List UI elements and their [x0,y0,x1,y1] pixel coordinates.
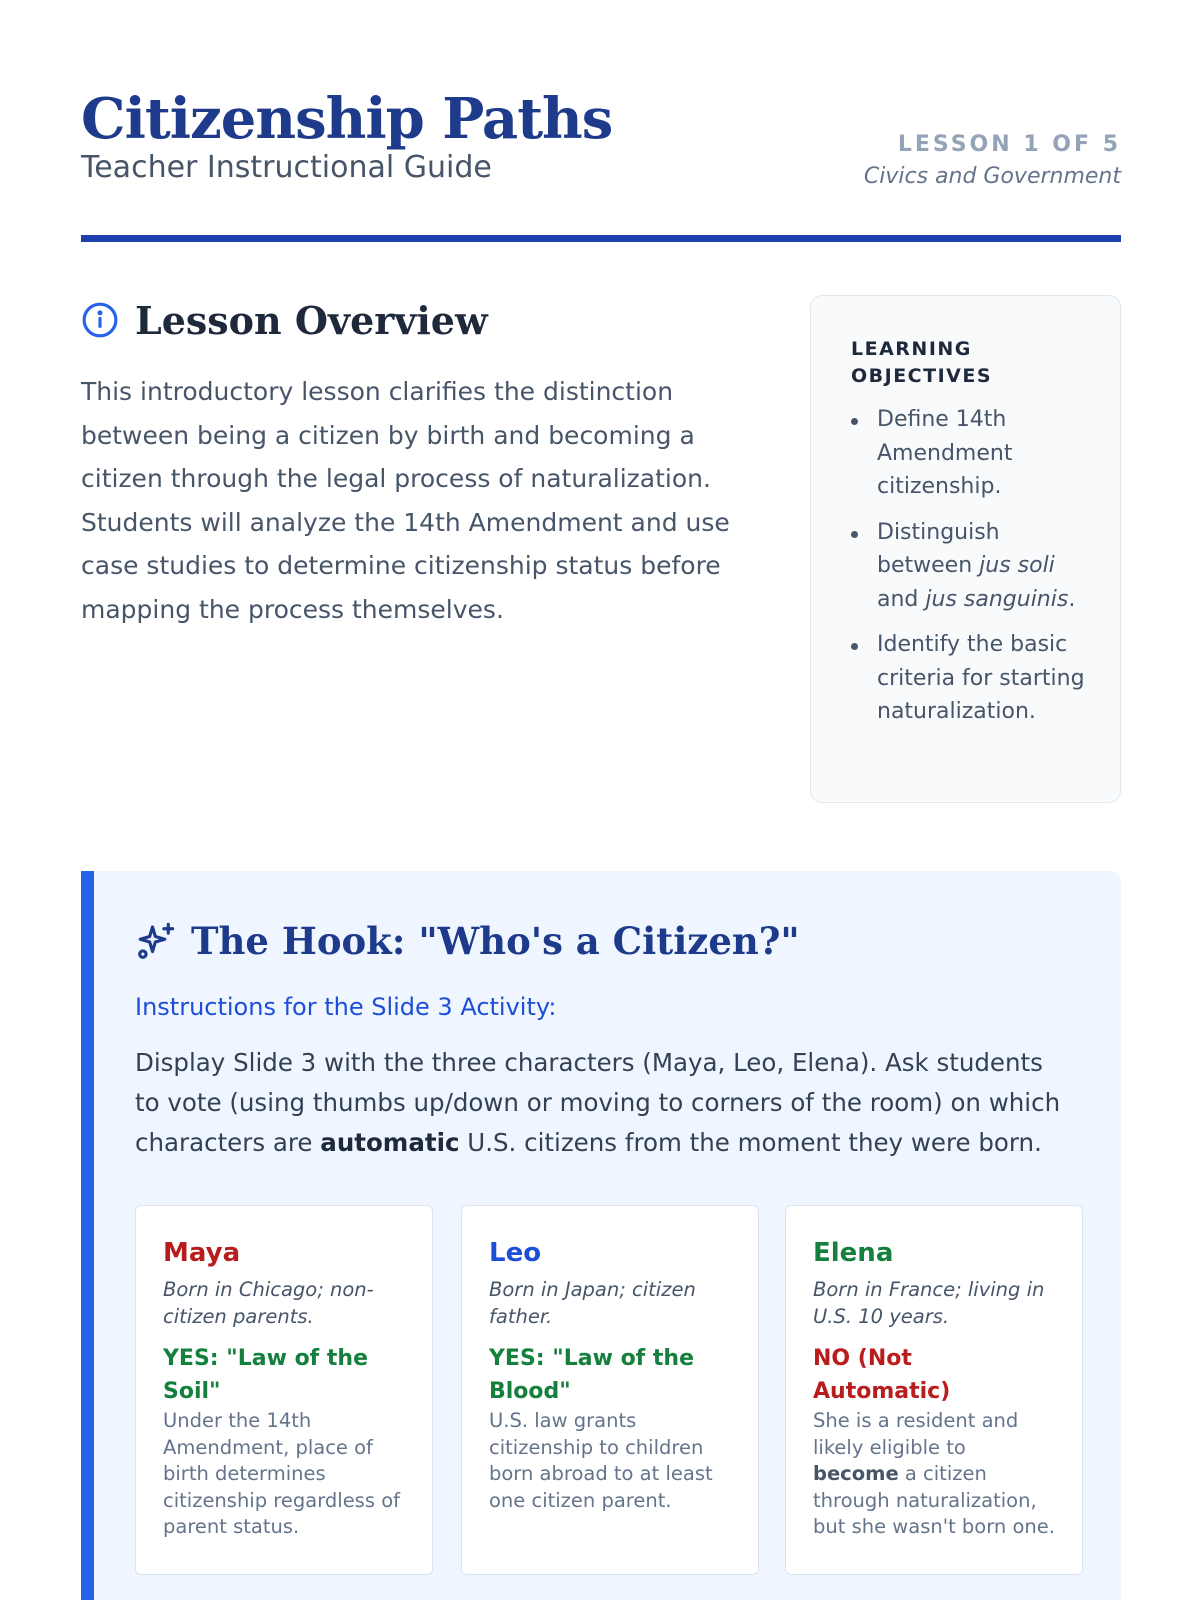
lesson-subject: Civics and Government [863,164,1121,189]
character-background: Born in Japan; citizen father. [489,1278,696,1328]
objective-text-post: . [1068,586,1076,612]
objective-text: Identify the basic criteria for starting naturalization. [877,632,1085,724]
objective-item [851,628,1100,729]
verdict-explanation-pre: She is a resident and likely eligible to [813,1409,1019,1459]
objective-item [851,516,1100,617]
citizenship-verdict: NO (Not Automatic) [813,1346,951,1404]
character-name: Elena [813,1238,894,1268]
lesson-number: LESSON 1 OF 5 [897,132,1121,157]
page-header [81,80,1121,242]
objective-text-pre: Distinguish between [877,519,1000,578]
objectives-heading: LEARNING OBJECTIVES [851,338,993,387]
objective-term-jus-sanguinis: jus sanguinis [925,586,1069,612]
overview-heading-row [81,290,731,350]
character-card-maya [135,1205,433,1575]
verdict-explanation-post: a citizen through naturalization, but she wasn't born one. [813,1462,1055,1538]
info-icon [81,301,119,339]
verdict-explanation [813,1408,1056,1541]
character-name: Maya [163,1238,241,1268]
objective-text: Define 14th Amendment citizenship. [877,407,1013,499]
instructions-heading: Instructions for the Slide 3 Activity: [135,993,557,1021]
instructions-text [135,1043,1075,1163]
objective-text-mid: and [877,586,926,612]
citizenship-verdict: YES: "Law of the Blood" [489,1346,695,1404]
page-subtitle: Teacher Instructional Guide [81,150,492,185]
character-name: Leo [489,1238,542,1268]
page-title: Citizenship Paths [81,86,613,152]
learning-objectives-panel [810,295,1121,803]
character-cards [135,1205,1085,1575]
hook-heading: The Hook: "Who's a Citizen?" [191,919,800,963]
character-card-elena [785,1205,1083,1575]
hook-heading-row [135,911,1121,971]
objectives-list [851,403,1100,729]
character-background: Born in France; living in U.S. 10 years. [813,1278,1045,1328]
instructions-text-pre: Display Slide 3 with the three characters (Maya, Leo, Elena). Ask students to vote (using thumbs up/down or moving to corners of the room) on which characters are [135,1048,1061,1157]
overview-text: This introductory lesson clarifies the distinction between being a citizen by birth and becoming a citizen through the legal process of naturalization. Students will analyze the 14th Amendment and use case studies to determine citizenship status before mapping the process themselves. [81,377,730,624]
verdict-explanation: U.S. law grants citizenship to children born abroad to at least one citizen parent. [489,1409,713,1512]
character-background: Born in Chicago; non-citizen parents. [163,1278,374,1328]
objective-item [851,403,1100,504]
lesson-overview-section [81,290,731,631]
citizenship-verdict: YES: "Law of the Soil" [163,1346,369,1404]
verdict-emphasis: become [813,1462,899,1485]
character-card-leo [461,1205,759,1575]
objective-term-jus-soli: jus soli [979,553,1055,578]
verdict-explanation: Under the 14th Amendment, place of birth determines citizenship regardless of parent status. [163,1409,400,1538]
sparkle-icon [135,920,177,962]
hook-section [81,871,1121,1600]
lesson-guide-page [81,0,1121,1600]
instructions-text-post: U.S. citizens from the moment they were born. [459,1128,1042,1157]
overview-heading: Lesson Overview [135,297,488,343]
instructions-emphasis: automatic [320,1128,460,1157]
